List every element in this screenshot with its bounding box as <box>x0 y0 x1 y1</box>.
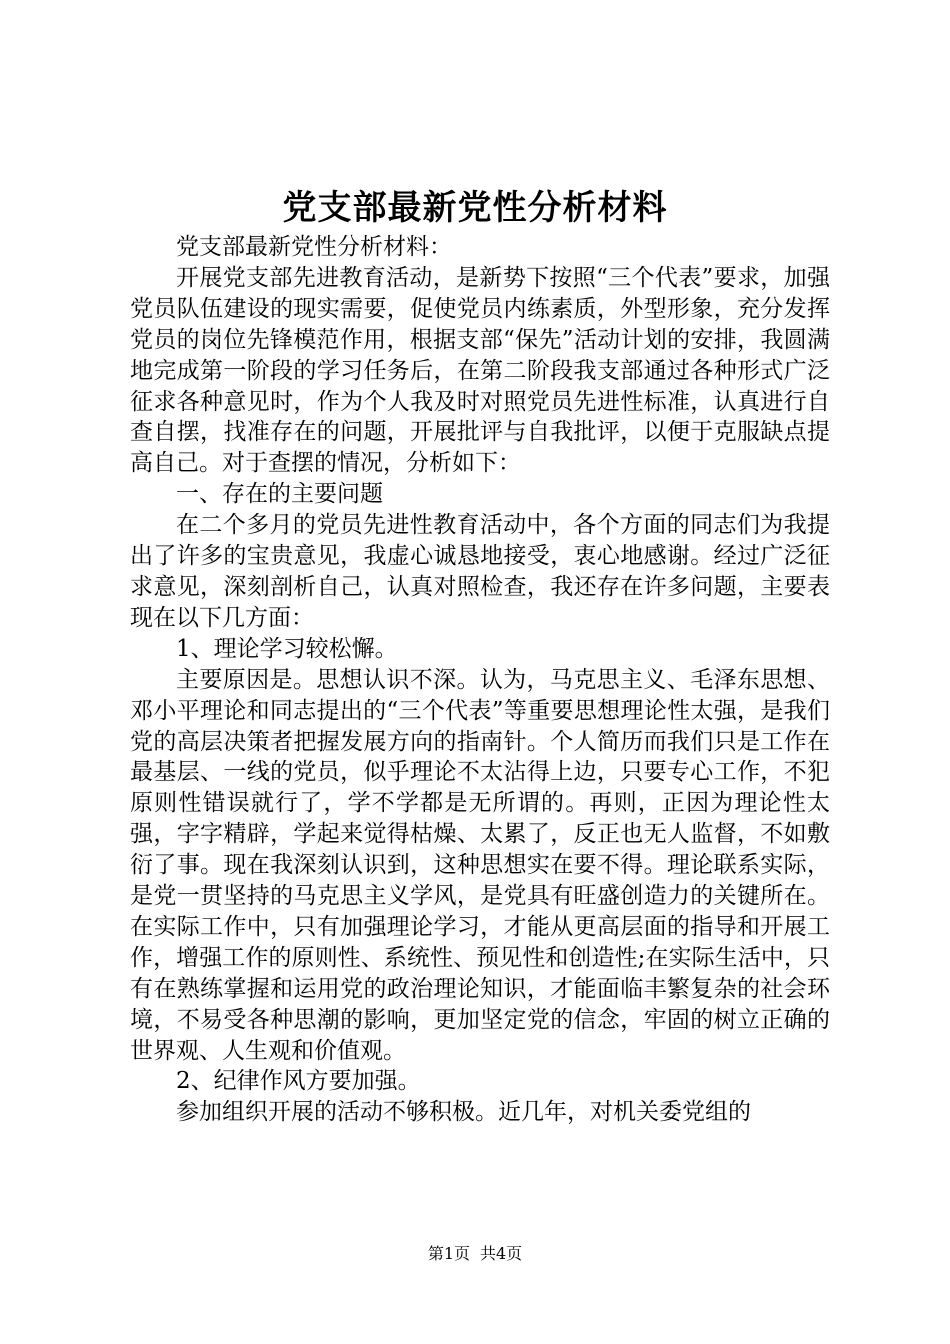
page-total: 共4页 <box>480 1244 523 1263</box>
page-footer <box>0 1243 950 1265</box>
subheading-discipline: 2、纪律作风方要加强。 <box>176 1068 421 1095</box>
paragraph-problems-overview: 在二个多月的党员先进性教育活动中，各个方面的同志们为我提出了许多的宝贵意见，我虚心诚恳地接受，衷心地感谢。经过广泛征求意见，深刻剖析自己，认真对照检查，我还存在许多问题，主要表现在以下几方面： <box>130 512 830 631</box>
subheading-theory-study: 1、理论学习较松懈。 <box>176 635 398 662</box>
document-body <box>130 232 830 1128</box>
paragraph-discipline: 参加组织开展的活动不够积极。近几年，对机关委党组的 <box>176 1099 751 1126</box>
paragraph-background: 开展党支部先进教育活动，是新势下按照“三个代表”要求，加强党员队伍建设的现实需要，促使党员内练素质，外型形象，充分发挥党员的岗位先锋模范作用，根据支部“保先”活动计划的安排，我圆满地完成第一阶段的学习任务后，在第二阶段我支部通过各种形式广泛征求各种意见时，作为个人我及时对照党员先进性标准，认真进行自查自摆，找准存在的问题，开展批评与自我批评，以便于克服缺点提高自己。对于查摆的情况，分析如下： <box>130 264 830 477</box>
paragraph-intro: 党支部最新党性分析材料： <box>176 234 452 260</box>
section-heading-main-problems: 一、存在的主要问题 <box>176 481 383 508</box>
paragraph-theory-study: 主要原因是。思想认识不深。认为，马克思主义、毛泽东思想、邓小平理论和同志提出的“三个代表”等重要思想理论性太强，是我们党的高层决策者把握发展方向的指南针。个人简历而我们只是工作在最基层、一线的党员，似乎理论不太沾得上边，只要专心工作，不犯原则性错误就行了，学不学都是无所谓的。再则，正因为理论性太强，字字精辟，学起来觉得枯燥、太累了，反正也无人监督，不如敷衍了事。现在我深刻认识到，这种思想实在要不得。理论联系实际，是党一贯坚持的马克思主义学风，是党具有旺盛创造力的关键所在。在实际工作中，只有加强理论学习，才能从更高层面的指导和开展工作，增强工作的原则性、系统性、预见性和创造性;在实际生活中，只有在熟练掌握和运用党的政治理论知识，才能面临丰繁复杂的社会环境，不易受各种思潮的影响，更加坚定党的信念，牢固的树立正确的世界观、人生观和价值观。 <box>130 666 830 1064</box>
page-number: 第1页 <box>427 1244 470 1263</box>
document-title: 党支部最新党性分析材料 <box>282 188 668 228</box>
